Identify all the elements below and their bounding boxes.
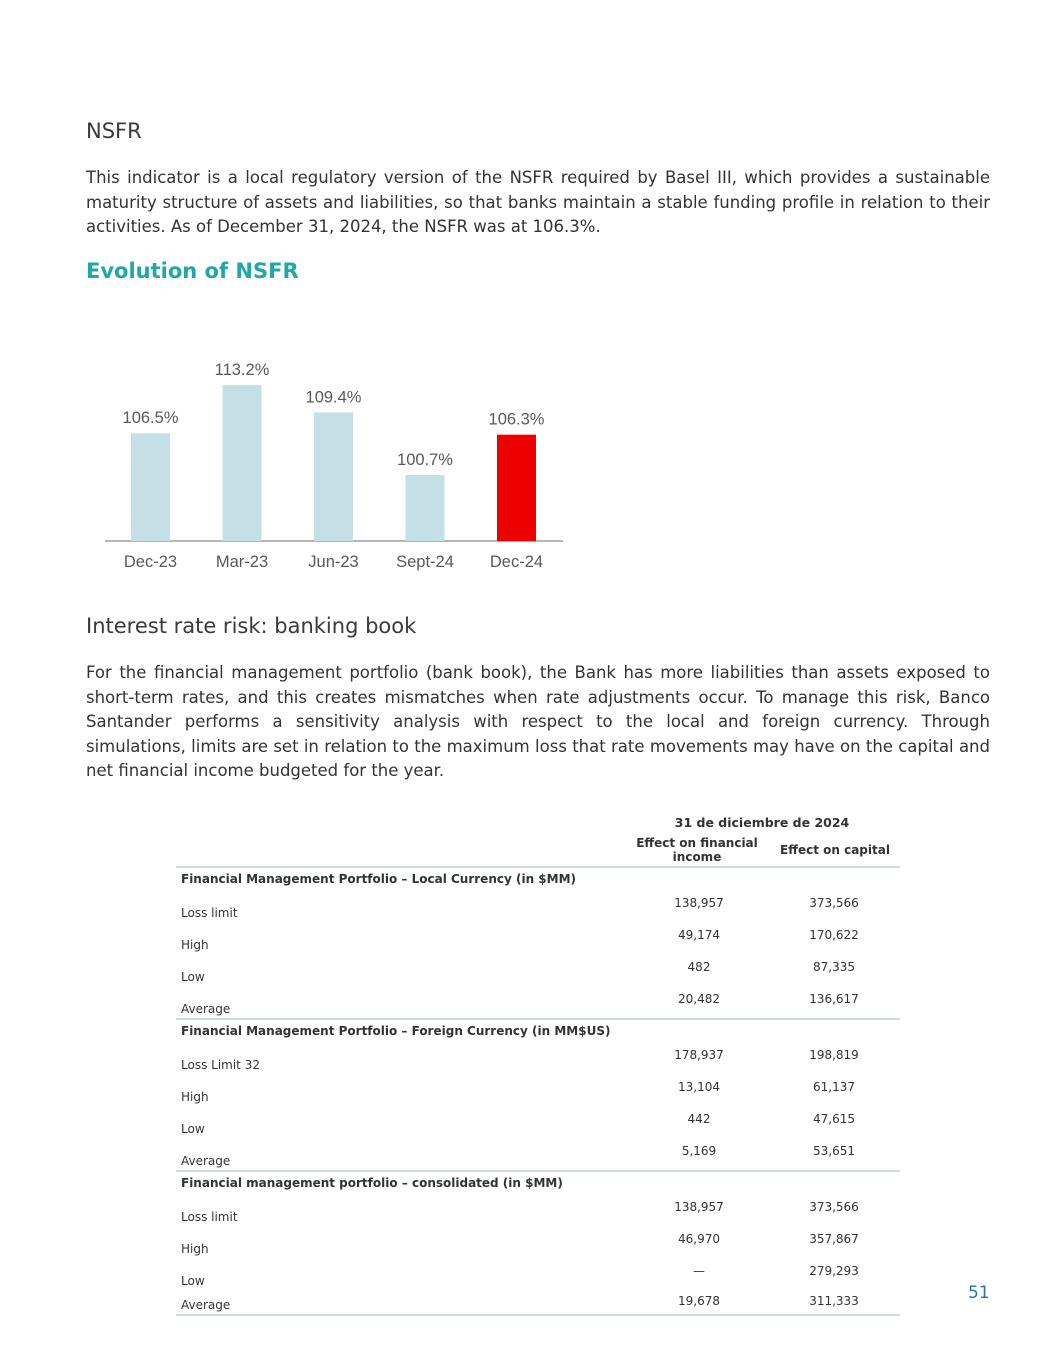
- capital-value: 198,819: [809, 1048, 859, 1062]
- capital-value: 373,566: [809, 1200, 859, 1214]
- col-header-capital: Effect on capital: [780, 843, 890, 857]
- bar-dec-23: [131, 433, 170, 541]
- table-row: [176, 954, 900, 986]
- bar-jun-23: [314, 412, 353, 541]
- interest-rate-risk-table: [176, 868, 900, 1316]
- row-label: Low: [181, 1122, 205, 1136]
- bar-sept-24: [406, 475, 445, 541]
- capital-value: 87,335: [813, 960, 855, 974]
- capital-value: 136,617: [768, 986, 900, 1019]
- financial-income-value: 138,957: [674, 896, 724, 910]
- financial-income-value: 138,957: [674, 1200, 724, 1214]
- row-label: Average: [176, 1290, 630, 1315]
- financial-income-value: —: [693, 1264, 705, 1278]
- x-tick-label: Dec-24: [489, 553, 544, 571]
- nsfr-paragraph: This indicator is a local regulatory version of the NSFR required by Basel III, which provides a sustainable maturity structure of assets and liabilities, so that banks maintain a stable funding profile in relation to their activities. As of December 31, 2024, the NSFR was at 106.3%.: [86, 168, 990, 236]
- capital-value: 61,137: [813, 1080, 855, 1094]
- row-label: Loss Limit 32: [181, 1058, 260, 1072]
- row-label: Low: [181, 970, 205, 984]
- table-row: [176, 986, 900, 1019]
- table-section-header: [176, 1171, 900, 1194]
- row-label: Low: [181, 1274, 205, 1288]
- table-row: [176, 1074, 900, 1106]
- table-row: [176, 1042, 900, 1074]
- financial-income-value: 442: [687, 1112, 711, 1126]
- x-tick-label: Dec-23: [123, 553, 178, 571]
- capital-value: 53,651: [768, 1138, 900, 1171]
- x-tick-label: Mar-23: [215, 553, 269, 571]
- row-label: Loss limit: [181, 906, 238, 920]
- table-row: [176, 1138, 900, 1171]
- data-label: 106.3%: [488, 410, 545, 429]
- nsfr-heading: NSFR: [86, 119, 142, 143]
- nsfr-bar-chart: [100, 345, 570, 580]
- data-label: 100.7%: [397, 450, 453, 469]
- table-row: [176, 1290, 900, 1315]
- row-label: High: [181, 938, 209, 952]
- financial-income-value: 20,482: [630, 986, 768, 1019]
- row-label: High: [181, 1242, 209, 1256]
- chart-title: Evolution of NSFR: [86, 259, 299, 283]
- table-row: [176, 1226, 900, 1258]
- data-label: 109.4%: [305, 388, 362, 407]
- row-label: Loss limit: [181, 1210, 238, 1224]
- capital-value: 373,566: [809, 896, 859, 910]
- bar-mar-23: [223, 385, 262, 541]
- table-row: [176, 1106, 900, 1138]
- row-label: Average: [176, 1138, 630, 1171]
- section-title: Financial Management Portfolio – Local Currency (in $MM): [181, 872, 577, 886]
- financial-income-value: 482: [687, 960, 711, 974]
- table-section-header: [176, 868, 900, 890]
- capital-value: 279,293: [809, 1264, 859, 1278]
- financial-income-value: 49,174: [678, 928, 720, 942]
- row-label: High: [181, 1090, 209, 1104]
- col-header-financial-income: Effect on financial income: [636, 836, 758, 864]
- capital-value: 170,622: [809, 928, 859, 942]
- page-number: 51: [968, 1283, 990, 1303]
- section-title: Financial Management Portfolio – Foreign Currency (in MM$US): [181, 1024, 611, 1038]
- capital-value: 311,333: [768, 1290, 900, 1315]
- table-row: [176, 1258, 900, 1290]
- table-section-header: [176, 1019, 900, 1042]
- x-tick-label: Jun-23: [308, 553, 359, 571]
- financial-income-value: 178,937: [674, 1048, 724, 1062]
- data-label: 113.2%: [214, 361, 270, 380]
- table-date-header: 31 de diciembre de 2024: [674, 815, 850, 830]
- x-tick-label: Sept-24: [396, 553, 454, 571]
- table-row: [176, 1194, 900, 1226]
- bar-dec-24: [497, 435, 536, 541]
- financial-income-value: 13,104: [678, 1080, 720, 1094]
- financial-income-value: 5,169: [630, 1138, 768, 1171]
- table-row: [176, 890, 900, 922]
- capital-value: 47,615: [813, 1112, 855, 1126]
- irr-paragraph: For the financial management portfolio (bank book), the Bank has more liabilities than assets exposed to short-term rates, and this creates mismatches when rate adjustments occur. To manage this risk, Banco Santander performs a sensitivity analysis with respect to the local and foreign currency. Through simulations, limits are set in relation to the maximum loss that rate movements may have on the capital and net financial income budgeted for the year.: [86, 663, 990, 780]
- capital-value: 357,867: [809, 1232, 859, 1246]
- table-row: [176, 922, 900, 954]
- row-label: Average: [176, 986, 630, 1019]
- section-title: Financial management portfolio – consolidated (in $MM): [181, 1176, 563, 1190]
- financial-income-value: 46,970: [678, 1232, 720, 1246]
- financial-income-value: 19,678: [630, 1290, 768, 1315]
- irr-heading: Interest rate risk: banking book: [86, 614, 417, 638]
- data-label: 106.5%: [122, 409, 179, 428]
